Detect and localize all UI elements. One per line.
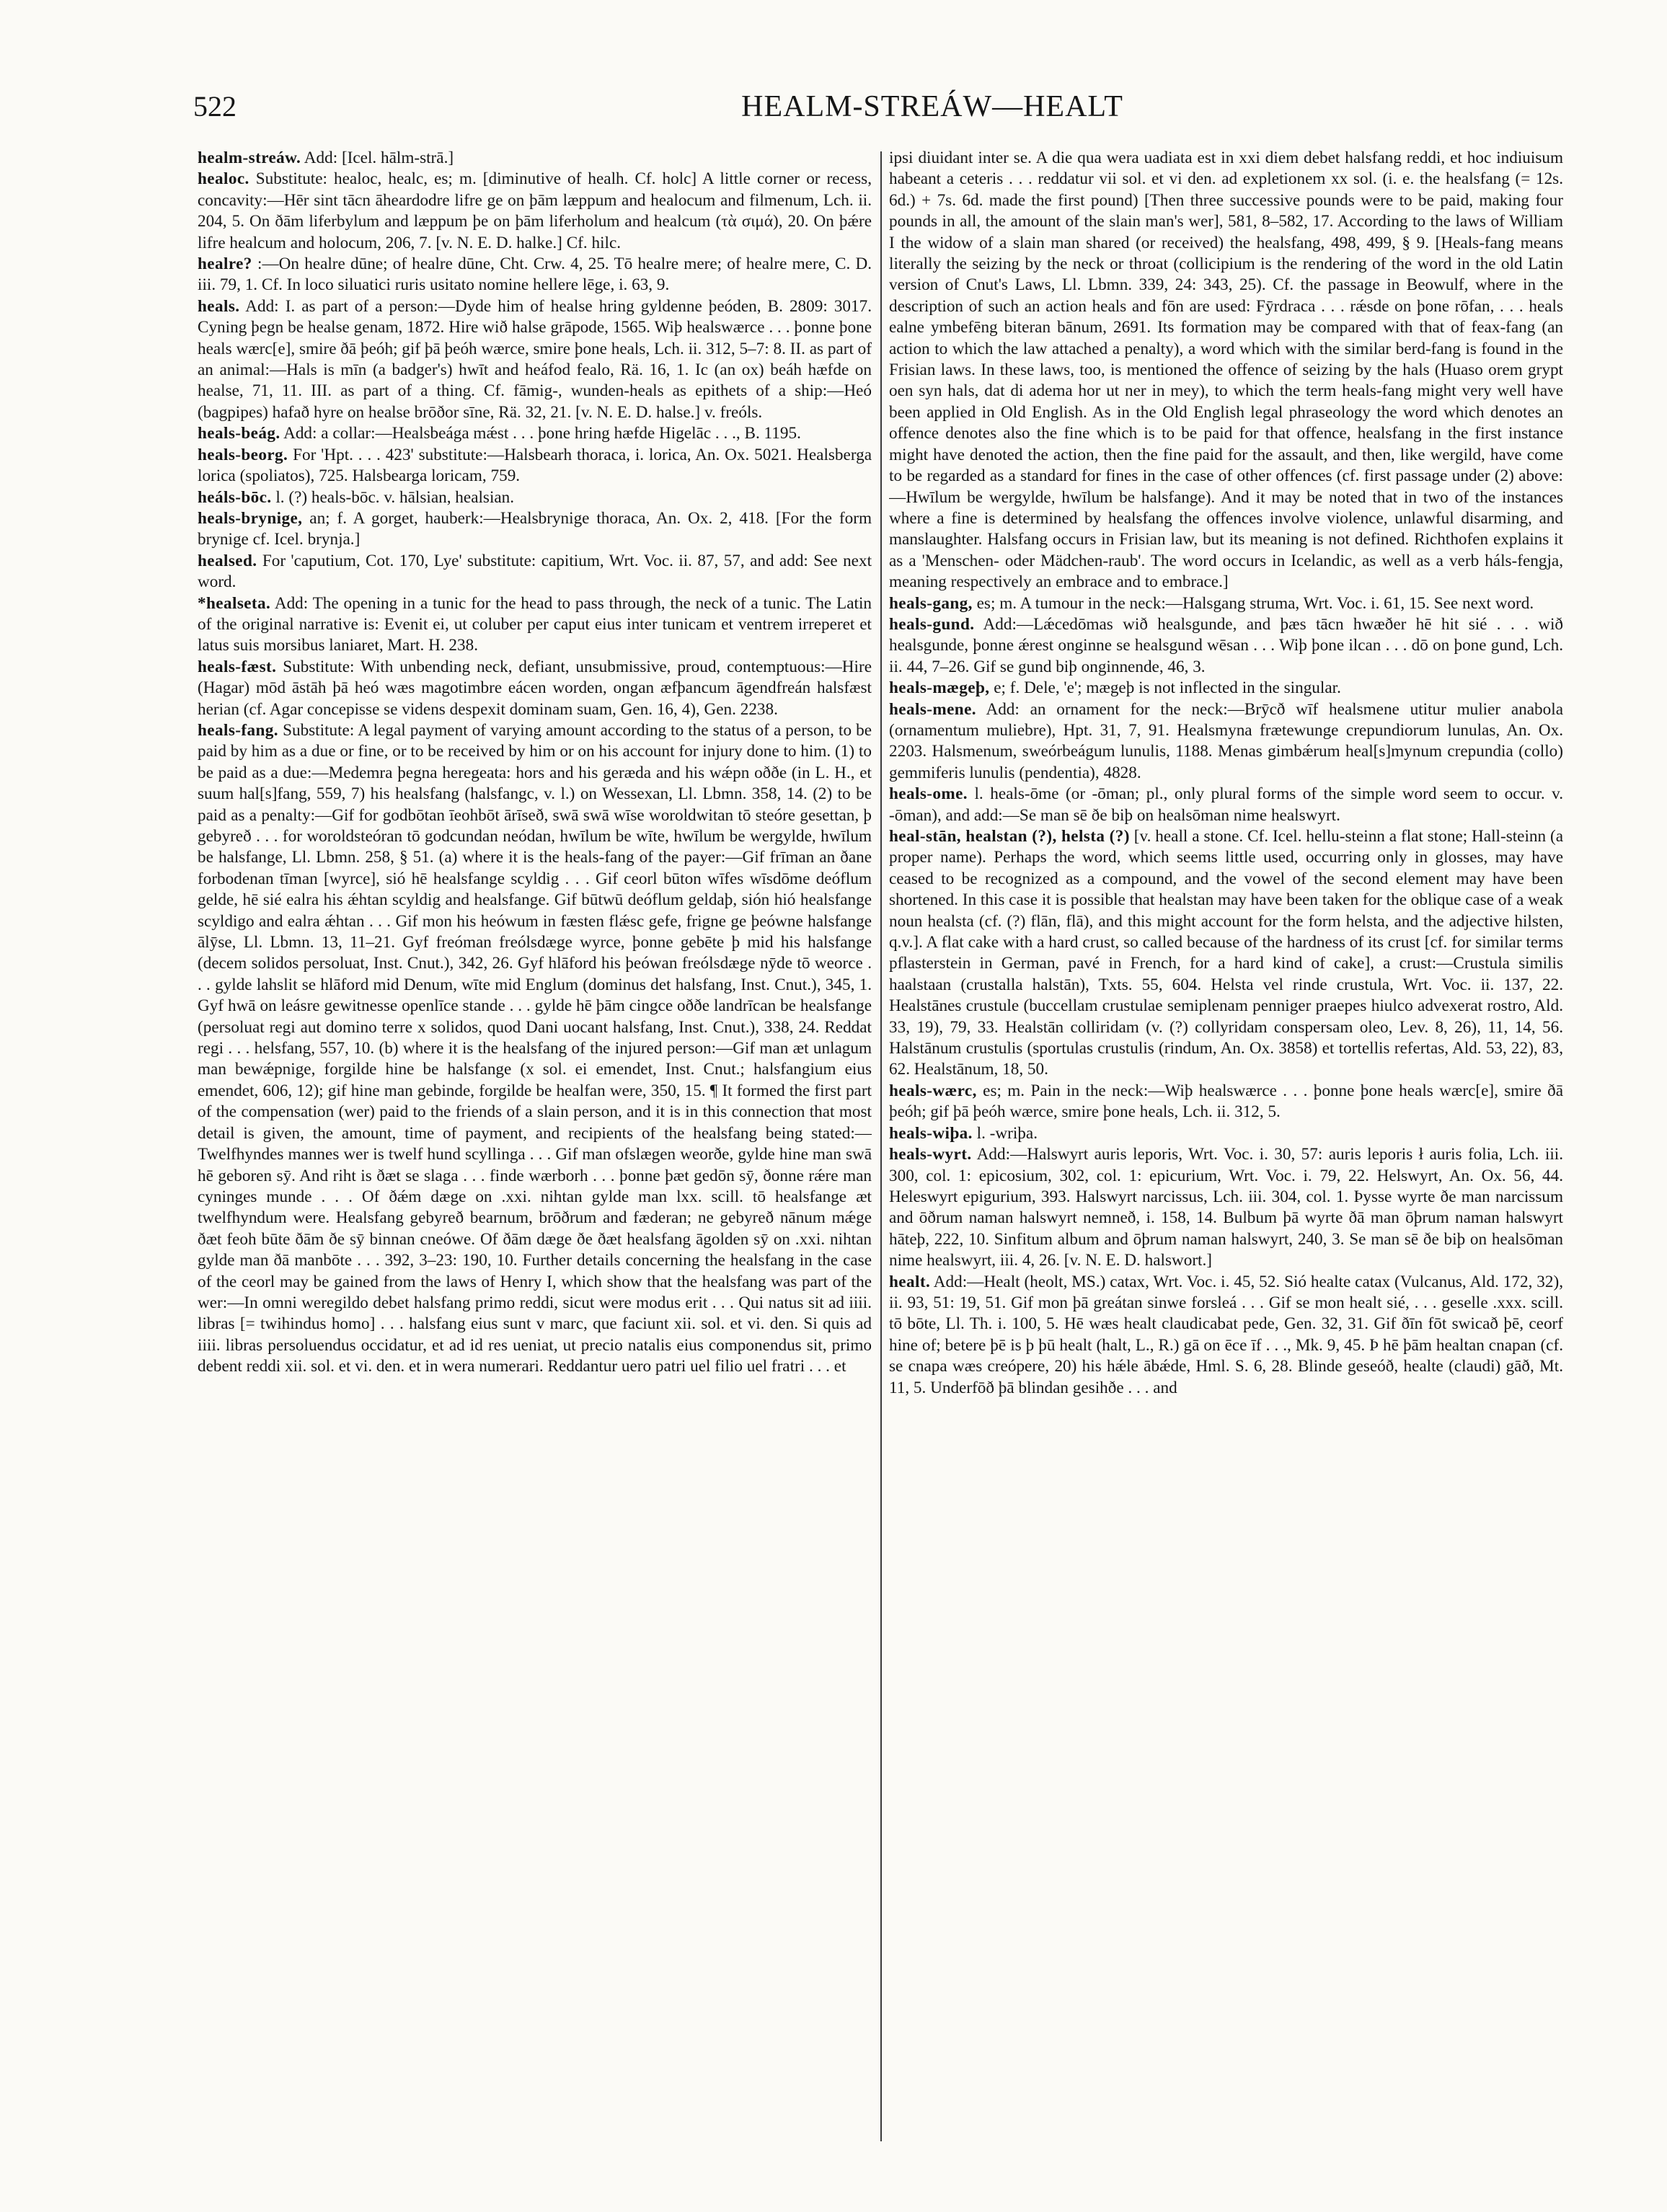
right-column <box>889 148 1563 2152</box>
dictionary-entry <box>889 784 1563 826</box>
dictionary-entry <box>889 1081 1563 1123</box>
entry-headword: heals. <box>198 296 240 316</box>
entry-text: [v. heall a stone. Cf. Icel. hellu-steinn a flat stone; Hall-steinn (a proper name). Perhaps the word, which seems little used, occurring only in glosses, may have ceased to be recognized as a compound, and the vowel of the second element may have been shortened. In this case it is possible that healstan may have been taken for the oblique case of a weak noun healsta (cf. (?) flān, flā), and this might account for the form helsta, and the adjective hilsten, q.v.]. A flat cake with a hard crust, so called because of the hardness of its crust [cf. for similar terms pflasterstein in German, pavé in French, for a hard kind of cake], a crust:—Crustula similis haalstaan (crustalla halstān), Txts. 55, 604. Helsta vel rinde crustula, Wrt. Voc. ii. 137, 22. Healstānes crustule (buccellam crustulae semiplenam penniger praepes hiulco advexerat rostro, Ald. 33, 19), 79, 33. Healstān colliridam (v. (?) collyridam conspersam oleo, Lev. 8, 26), 11, 14, 56. Halstānum crustulis (sportulas crustulis (rindum, An. Ox. 3858) et tortellis refertas, Ald. 53, 22), 83, 62. Healstānum, 18, 50. <box>889 827 1563 1079</box>
dictionary-entry <box>198 423 872 444</box>
entry-text: Substitute: With unbending neck, defiant, unsubmissive, proud, contemptuous:—Hire (Hagar) mōd āstāh þā heó wæs magotimbre eácen worden, ongan æfþancum āgendfreán halsfæst herian (cf. Agar concepisse se videns despexit dominam suam, Gen. 16, 4), Gen. 2238. <box>198 657 872 719</box>
entry-text: :—On healre dūne; of healre dūne, Cht. Crw. 4, 25. Tō healre mere; of healre mere, C. D. iii. 79, 1. Cf. In loco siluatici ruris usitato nomine hellere lēge, i. 63, 9. <box>198 255 872 295</box>
entry-text: es; m. A tumour in the neck:—Halsgang struma, Wrt. Voc. i. 61, 15. See next word. <box>976 593 1534 613</box>
entry-text: Substitute: A legal payment of varying amount according to the status of a person, to be paid by him as a due or fine, or to be received by him or on his account for injury done to him. (1) to be paid as a due:—Medemra þegna heregeata: hors and his geræda and his wǽpn oððe (in L. H., et suum hal[s]fang, 559, 7) his healsfang (halsfangc, v. l.) on Wessexan, Ll. Lbmn. 358, 14. (2) to be paid as a penalty:—Gif for godbōtan īeohbōt ārīseð, swā swā wīse woroldwitan tō steóre gesettan, þ gebyreð . . . for woroldsteóran tō godcundan neódan, hwīlum be wīte, hwīlum be wergylde, hwīlum be halsfange, Ll. Lbmn. 258, § 51. (a) where it is the heals-fang of the payer:—Gif frīman an ðane forbodenan tīman [wyrce], sió hē healsfange scyldig . . . Gif ceorl būton wīfes wīsdōme deóflum gelde, hē sié ealra his ǽhtan scyldig and healsfange. Gif būtwū deóflum geldaþ, sión hió healsfange scyldigo and ealra ǽhtan . . . Gif mon his heówum in fæsten flǽsc gefe, frigne ge þeówne halsfange ālȳse, Ll. Lbmn. 13, 11–21. Gyf freóman freólsdæge wyrce, þonne gebēte þ mid his halsfange (decem solidos persoluat, Inst. Cnut.), 342, 26. Gyf hlāford his þeówan freólsdæge nȳde tō weorce . . . gylde lahslit se hlāford mid Denum, wīte mid Englum (dominus det halsfang, Inst. Cnut.), 345, 1. Gyf hwā on leásre gewitnesse openlīce stande . . . gylde hē þām cingce oððe landrīcan be healsfange (persoluat regi aut domino terre x solidos, quod Dani uocant halsfang, Inst. Cnut.), 338, 24. Reddat regi . . . helsfang, 557, 10. (b) where it is the healsfang of the injured person:—Gif man æt unlagum man bewǽpnige, forgilde hine be halsfange (x sol. ei emendet, Inst. Cnut.; halsfangium eius emendet, 606, 12); gif hine man gebinde, forgilde be healfan were, 350, 15. ¶ It formed the first part of the compensation (wer) paid to the friends of a slain person, and it is in this connection that most detail is given, the amount, time of payment, and recipients of the healsfang being stated:—Twelfhyndes mannes wer is twelf hund scyllinga . . . Gif man ofslægen weorðe, gylde hine man swā hē geboren sȳ. And riht is ðæt se slaga . . . finde wærborh . . . þonne þæt gedōn sȳ, ðonne rǽre man cyninges munde . . . Of ðǽm dæge on .xxi. nihtan gylde man lxx. scill. tō healsfange æt twelfhyndum were. Healsfang gebyreð bearnum, brōðrum and fæderan; ne gebyreð nānum mǽge ðæt feoh būte ðām ðe sȳ binnan cneówe. Of ðām dæge ðe ðæt healsfang āgolden sȳ on .xxi. nihtan gylde man ðā manbōte . . . 392, 3–23: 190, 10. Further details concerning the healsfang in the case of the ceorl may be gained from the laws of Henry I, which show that the healsfang was part of the wer:—In omni weregildo debet halsfang primo reddi, sicut were modus erit . . . Qui natus sit ad iiii. libras [= twihindus homo] . . . halsfang eius sunt v marc, que faciunt xii. sol. et vi. den. Si quis ad iiii. libras persoluendus occidatur, et ad id res ueniat, ut precio natalis eius componendus sit, primo debent reddi xii. sol. et vi. den. et in wera numerari. Reddantur uero patri uel filio uel fratri . . . et <box>198 720 872 1376</box>
entry-headword: heals-mægeþ, <box>889 678 990 698</box>
entry-text: l. heals-ōme (or -ōman; pl., only plural forms of the simple word seem to occur. v. -ōman), and add:—Se man sē ðe biþ on healsōman nime healswyrt. <box>889 784 1563 825</box>
entry-headword: heals-fæst. <box>198 657 277 676</box>
entry-headword: heals-wiþa. <box>889 1123 973 1143</box>
dictionary-entry <box>889 593 1563 614</box>
entry-headword: heals-wærc, <box>889 1081 977 1100</box>
entry-headword: healt. <box>889 1272 931 1291</box>
entry-text: ipsi diuidant inter se. A die qua wera uadiata est in xxi diem debet halsfang reddi, et hoc indiuisum habeant a ceteris . . . reddatur vii sol. et vi den. ad expletionem xx sol. (i. e. the healsfang (= 12s. 6d.) + 7s. 6d. made the first pound) [Then three successive pounds were to be paid, making four pounds in all, the amount of the slain man's wer], 581, 8–582, 17. According to the laws of William I the widow of a slain man shared (or received) the healsfang, 498, 499, § 9. [Heals-fang means literally the seizing by the neck or throat (collicipium is the rendering of the word in the old Latin version of Cnut's Laws, Ll. Lbmn. 339, 24: 343, 25). Cf. the passage in Beowulf, where in the description of such an action heals and fōn are used: Fȳrdraca . . . rǽsde on þone rōfan, . . . heals ealne ymbefēng biteran bānum, 2691. Its formation may be compared with that of feax-fang (an action to which the law attached a penalty), a word which with the similar berd-fang is found in the Frisian laws. In these laws, too, is mentioned the offence of seizing by the hals (Huaso orem grypt oen syn hals, dat di adema hor ut ner in mey), to which the term heals-fang might very well have been applied in Old English. As in the Old English legal phraseology the word which denotes an offence denotes also the fine which is to be paid for that offence, healsfang in the first instance might have denoted the action, then the fine paid for the assault, and then, like wergild, have come to be regarded as a standard for fines in the case of other offences (cf. first passage under (2) above:—Hwīlum be wergylde, hwīlum be halsfange). And it may be noted that in two of the instances where a fine is determined by healsfang the offences involve violence, unlawful disarming, and manslaughter. Halsfang occurs in Frisian law, but its meaning is not defined. Richthofen explains it as a 'Menschen- oder Mädchen-raub'. The word occurs in Icelandic, as well as a verb háls-fengja, meaning respectively an embrace and to embrace.] <box>889 149 1563 592</box>
entry-text: l. (?) heals-bōc. v. hālsian, healsian. <box>275 487 515 507</box>
entry-headword: heal-stān, healstan (?), helsta (?) <box>889 827 1130 846</box>
entry-text: Add:—Healt (heolt, MS.) catax, Wrt. Voc. i. 45, 52. Sió healte catax (Vulcanus, Ald. 172, 32), ii. 93, 51: 19, 51. Gif mon þā greátan sinwe forsleá . . . Gif se mon healt sié, . . . geselle .xxx. scill. tō bōte, Ll. Th. i. 100, 5. Hē wæs healt claudicabat pede, Gen. 32, 31. Gif ðīn fōt swicað þē, ceorf hine of; betere þē is þ þū healt (halt, L., R.) gā on ēce īf . . ., Mk. 9, 45. Þ hē þām healtan cnapan (cf. se cnapa wæs creópere, 20) his hǽle ābǽde, Hml. S. 6, 28. Blinde geseóð, healte (claudi) gāð, Mt. 11, 5. Underfōð þā blindan gesihðe . . . and <box>889 1272 1563 1397</box>
entry-headword: heals-wyrt. <box>889 1145 972 1164</box>
entry-text: an; f. A gorget, hauberk:—Healsbrynige thoraca, An. Ox. 2, 418. [For the form brynige cf. Icel. brynja.] <box>198 508 872 549</box>
entry-headword: heals-fang. <box>198 720 278 740</box>
dictionary-entry <box>198 487 872 508</box>
dictionary-entry <box>198 508 872 551</box>
dictionary-entry <box>889 148 1563 593</box>
dictionary-entry <box>198 551 872 593</box>
entry-text: es; m. Pain in the neck:—Wiþ healswærce . . . þonne þone heals wærc[e], smire ðā þeóh; gif þā þeóh wærce, smire þone heals, Lch. ii. 312, 5. <box>889 1081 1563 1122</box>
dictionary-entry <box>889 678 1563 699</box>
page-header <box>193 89 1667 133</box>
entry-headword: heals-beág. <box>198 424 280 443</box>
entry-headword: heals-gund. <box>889 614 975 634</box>
entry-text: Add: [Icel. hālm-strā.] <box>304 149 454 167</box>
entry-headword: heals-beorg. <box>198 445 288 464</box>
entry-headword: healm-streáw. <box>198 149 301 167</box>
entry-headword: heáls-bōc. <box>198 487 272 507</box>
dictionary-entry <box>889 1144 1563 1271</box>
entry-headword: *healseta. <box>198 593 271 613</box>
dictionary-entry <box>889 699 1563 784</box>
entry-text: l. -wriþa. <box>976 1123 1038 1143</box>
dictionary-entry <box>198 169 872 254</box>
dictionary-entry <box>889 826 1563 1081</box>
entry-text: For 'caputium, Cot. 170, Lye' substitute: capitium, Wrt. Voc. ii. 87, 57, and add: See next word. <box>198 551 872 592</box>
entry-text: Add: an ornament for the neck:—Brȳcð wīf healsmene utitur mulier anabola (ornamentum muliebre), Hpt. 31, 7, 91. Healsmyna frætewunge crepundiorum lunulas, An. Ox. 2203. Halsmenum, sweórbeágum lunulis, 1188. Menas gimbǽrum heal[s]mynum crepundia (collo) gemmiferis lunulis (pendentia), 4828. <box>889 699 1563 782</box>
dictionary-entry <box>198 296 872 423</box>
entry-text: For 'Hpt. . . . 423' substitute:—Halsbearh thoraca, i. lorica, An. Ox. 5021. Healsberga lorica (spoliatos), 725. Halsbearga loricam, 759. <box>198 445 872 486</box>
entry-text: Add: a collar:—Healsbeága mǽst . . . þone hring hæfde Higelāc . . ., B. 1195. <box>283 424 801 443</box>
dictionary-entry <box>198 254 872 296</box>
entry-text: Add:—Halswyrt auris leporis, Wrt. Voc. i. 30, 57: auris leporis ł auris folia, Lch. iii. 300, col. 1: epicosium, 302, col. 1: epicurium, Wrt. Voc. i. 79, 22. Helswyrt, An. Ox. 56, 44. Heleswyrt epigurium, 393. Halswyrt narcissus, Lch. iii. 304, col. 1. Þysse wyrte ðe man narcissum and ōðrum naman halswyrt nemneð, i. 158, 14. Bulbum þā wyrte ðā man ōþrum naman halswyrt hāteþ, 222, 10. Sinfitum album and ōþrum naman halswyrt, 240, 3. Se man sē ðe biþ on healsōman nime healswyrt, iii. 4, 26. [v. N. E. D. halswort.] <box>889 1145 1563 1270</box>
left-column <box>198 148 872 2152</box>
column-divider <box>880 151 882 2141</box>
dictionary-entry <box>198 720 872 1378</box>
dictionary-entry <box>198 148 872 169</box>
page-number: 522 <box>193 90 236 123</box>
dictionary-entry <box>198 445 872 487</box>
entry-headword: healre? <box>198 255 252 274</box>
entry-headword: heals-gang, <box>889 593 973 613</box>
entry-text: Add: I. as part of a person:—Dyde him of healse hring gyldenne þeóden, B. 2809: 3017. Cyning þegn be healse genam, 1872. Hire wið halse grāpode, 1565. Wiþ healswærce . . . þonne þone heals wærc[e], smire ðā þeóh; gif þā þeóh wærce, smire þone heals, Lch. ii. 312, 5–7: 8. II. as part of an animal:—Hals is mīn (a badger's) hwīt and heáfod fealo, Rä. 16, 1. Ic (an ox) beáh hæfde on healse, 71, 11. III. as part of a thing. Cf. fāmig-, wunden-heals as epithets of a ship:—Heó (bagpipes) hafað hyre on healse brōðor sīne, Rä. 32, 21. [v. N. E. D. halse.] v. freóls. <box>198 296 872 422</box>
entry-headword: heals-mene. <box>889 699 976 719</box>
running-title: HEALM-STREÁW—HEALT <box>741 90 1123 123</box>
dictionary-entry <box>889 1272 1563 1399</box>
entry-text: Substitute: healoc, healc, es; m. [diminutive of healh. Cf. holc] A little corner or recess, concavity:—Hēr sint tācn āheardodre lifre ge on þām læppum and healocum and filmenum, Lch. ii. 204, 5. On ðām liferbylum and læppum þe on þām liferholum and healcum (τὰ σιμά), 20. On þǽre lifre healcum and holocum, 206, 7. [v. N. E. D. halke.] Cf. hilc. <box>198 169 872 252</box>
entry-headword: healsed. <box>198 551 257 570</box>
entry-headword: healoc. <box>198 169 249 189</box>
dictionary-entry <box>889 614 1563 678</box>
entry-text: Add: The opening in a tunic for the head to pass through, the neck of a tunic. The Latin of the original narrative is: Evenit ei, ut coluber per caput eius inter tunicam et ventrem irreperet et latus suis morsibus laniaret, Mart. H. 238. <box>198 593 872 655</box>
dictionary-entry <box>198 593 872 657</box>
entry-headword: heals-ome. <box>889 784 968 804</box>
entry-text: e; f. Dele, 'e'; mægeþ is not inflected in the singular. <box>994 678 1341 698</box>
entry-headword: heals-brynige, <box>198 508 303 528</box>
entry-text: Add:—Lǽcedōmas wið healsgunde, and þæs tācn hwæðer hē hit sié . . . wið healsgunde, þonne ǽrest onginne se healsgund wēsan . . . Wiþ þone ilcan . . . dō on þone gund, Lch. ii. 44, 7–26. Gif se gund biþ onginnende, 46, 3. <box>889 614 1563 676</box>
dictionary-entry <box>889 1123 1563 1144</box>
dictionary-entry <box>198 657 872 720</box>
